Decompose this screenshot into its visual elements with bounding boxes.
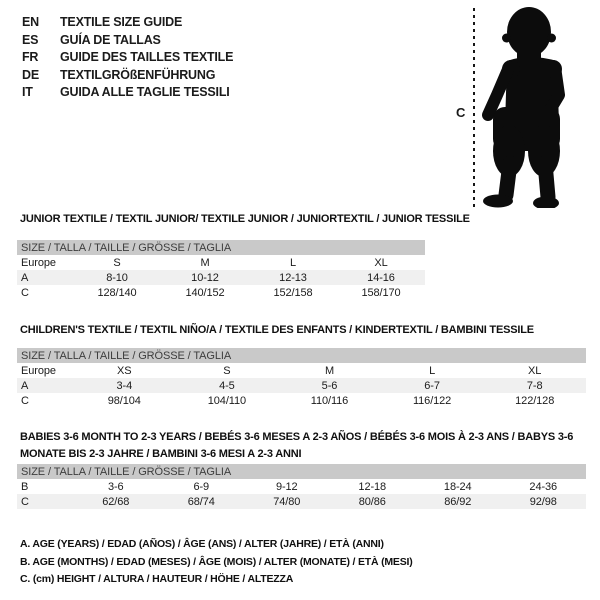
table-cell: S <box>223 364 231 377</box>
measurement-figure <box>0 0 600 211</box>
table-cell: 5-6 <box>321 379 338 392</box>
size-table-junior <box>17 240 425 300</box>
table-cell: 128/140 <box>97 286 137 299</box>
table-cell: 24-36 <box>529 480 558 493</box>
table-cell: 6-9 <box>193 480 210 493</box>
table-row <box>17 494 586 509</box>
table-cell: 140/152 <box>185 286 225 299</box>
row-label: Europe <box>21 256 56 269</box>
table-row <box>17 285 425 300</box>
table-cell: 152/158 <box>273 286 313 299</box>
height-marker-label: C <box>456 105 466 120</box>
table-cell: 7-8 <box>526 379 543 392</box>
language-title: TEXTILE SIZE GUIDE <box>60 15 183 29</box>
table-cell: 6-7 <box>424 379 440 392</box>
table-row <box>17 479 586 494</box>
table-cell: S <box>113 256 121 269</box>
language-title: GUIDE DES TAILLES TEXTILE <box>60 50 234 64</box>
table-cell: 110/116 <box>310 394 349 407</box>
row-label: A <box>21 379 29 392</box>
footnote-a: A. AGE (YEARS) / EDAD (AÑOS) / ÂGE (ANS) / ALTER (JAHRE) / ETÀ (ANNI) <box>20 538 384 550</box>
language-title: GUIDA ALLE TAGLIE TESSILI <box>60 85 230 99</box>
height-marker-line <box>473 8 475 208</box>
footnote-b: B. AGE (MONTHS) / EDAD (MESES) / ÂGE (MOIS) / ALTER (MONATE) / ETÀ (MESI) <box>20 555 413 568</box>
table-title-junior: JUNIOR TEXTILE / TEXTIL JUNIOR/ TEXTILE JUNIOR / JUNIORTEXTIL / JUNIOR TESSILE <box>20 213 470 225</box>
table-cell: L <box>289 256 297 269</box>
language-title: TEXTILGRÖßENFÜHRUNG <box>60 67 216 82</box>
language-title: GUÍA DE TALLAS <box>60 32 161 47</box>
table-cell: XS <box>117 364 132 377</box>
table-title-children: CHILDREN'S TEXTILE / TEXTIL NIÑO/A / TEXTILE DES ENFANTS / KINDERTEXTIL / BAMBINI TESSILE <box>20 324 534 336</box>
table-cell: 4-5 <box>219 379 235 392</box>
table-cell: 18-24 <box>443 480 472 493</box>
table-cell: XL <box>374 256 388 269</box>
baby-silhouette-icon <box>480 3 565 208</box>
language-code: DE <box>22 67 39 82</box>
table-cell: 3-6 <box>107 480 124 493</box>
footnote-c: C. (cm) HEIGHT / ALTURA / HAUTEUR / HÖHE / ALTEZZA <box>20 573 294 585</box>
table-cell: 12-18 <box>358 480 387 493</box>
table-header: SIZE / TALLA / TAILLE / GRÖSSE / TAGLIA <box>17 348 586 363</box>
table-cell: 10-12 <box>191 271 219 284</box>
table-row <box>17 393 586 408</box>
table-cell: 68/74 <box>187 495 215 508</box>
table-row <box>17 270 425 285</box>
table-cell: 104/110 <box>207 394 247 407</box>
table-cell: 80/86 <box>358 495 386 508</box>
table-cell: M <box>200 256 210 269</box>
size-table-children <box>17 348 586 408</box>
language-code: EN <box>22 15 39 29</box>
footnotes <box>20 536 600 589</box>
table-cell: 12-13 <box>279 271 307 284</box>
table-row <box>17 378 586 393</box>
table-cell: 86/92 <box>444 495 472 508</box>
table-cell: 9-12 <box>275 480 298 493</box>
table-cell: 8-10 <box>106 271 128 284</box>
table-cell: 14-16 <box>367 271 395 284</box>
row-label: C <box>21 495 29 508</box>
table-cell: XL <box>528 364 542 377</box>
table-cell: M <box>324 364 335 377</box>
table-row <box>17 363 586 378</box>
table-cell: 122/128 <box>515 394 555 407</box>
row-label: C <box>21 394 29 407</box>
table-cell: 158/170 <box>361 286 401 299</box>
row-label: A <box>21 271 29 284</box>
language-code: ES <box>22 32 39 47</box>
table-cell: L <box>429 364 436 377</box>
table-row <box>17 255 425 270</box>
table-title-babies: BABIES 3-6 MONTH TO 2-3 YEARS / BEBÉS 3-6 MESES A 2-3 AÑOS / BÉBÉS 3-6 MOIS À 2-3 ANS / BABYS 3-6 MONATE BIS 2-3 JAHRE / BAMBINI 3-6 MESI A 2-3 ANNI <box>20 431 574 460</box>
table-cell: 92/98 <box>529 495 557 508</box>
size-table-babies <box>17 464 586 509</box>
header-zone <box>0 0 600 211</box>
row-label: Europe <box>21 364 56 377</box>
table-cell: 116/122 <box>412 394 452 407</box>
table-cell: 3-4 <box>116 379 133 392</box>
table-cell: 62/68 <box>102 495 130 508</box>
language-code: IT <box>22 85 33 99</box>
language-code: FR <box>22 50 39 64</box>
table-cell: 74/80 <box>273 495 301 508</box>
table-cell: 98/104 <box>107 394 141 407</box>
row-label: C <box>21 286 29 299</box>
row-label: B <box>21 480 29 493</box>
table-header: SIZE / TALLA / TAILLE / GRÖSSE / TAGLIA <box>17 464 586 479</box>
table-header: SIZE / TALLA / TAILLE / GRÖSSE / TAGLIA <box>17 240 425 255</box>
